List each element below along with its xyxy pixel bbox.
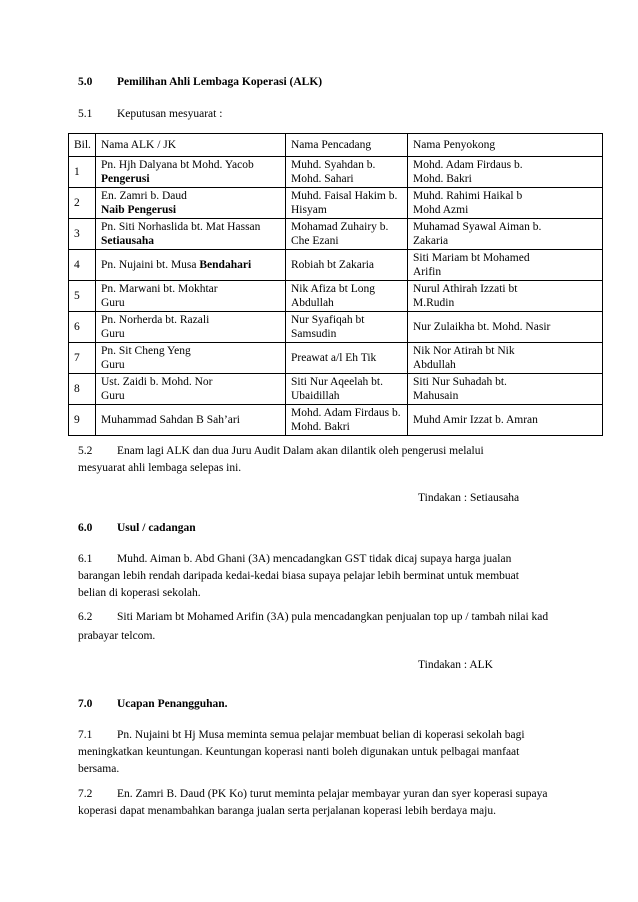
cell-bil: 8 [69,374,96,405]
cell-pencadang-l2: Ubaidillah [291,390,340,402]
cell-penyokong-l1: Mohd. Adam Firdaus b. [413,159,523,171]
cell-pencadang [286,250,408,281]
cell-bil: 7 [69,343,96,374]
cell-penyokong [408,219,603,250]
cell-penyokong [408,250,603,281]
cell-nama-role: Naib Pengerusi [101,204,177,216]
cell-penyokong [408,374,603,405]
paragraph-5-2-line2: mesyuarat ahli lembaga selepas ini. [78,462,242,474]
paragraph-5-2-line1: Enam lagi ALK dan dua Juru Audit Dalam akan dilantik oleh pengerusi melalui [117,445,484,457]
cell-penyokong [408,312,603,343]
paragraph-6-1-line3: belian di koperasi sekolah. [78,587,201,599]
cell-penyokong-l2: Mohd. Bakri [413,173,472,185]
cell-pencadang-l2: Mohd. Bakri [291,421,350,433]
table-row [69,405,603,436]
cell-penyokong-l1: Nurul Athirah Izzati bt [413,283,518,295]
paragraph-7-1-number: 7.1 [78,729,93,741]
section-5-title: Pemilihan Ahli Lembaga Koperasi (ALK) [117,76,323,88]
table-row [69,374,603,405]
cell-penyokong-l1: Nik Nor Atirah bt Nik [413,345,515,357]
header-nama-penyokong: Nama Penyokong [408,134,603,157]
section-7-number: 7.0 [78,698,93,710]
cell-penyokong-l2: Mohd Azmi [413,204,469,216]
table-row [69,219,603,250]
cell-nama-name: En. Zamri b. Daud [101,190,187,202]
section-7-title: Ucapan Penangguhan. [117,698,228,710]
section-5-number: 5.0 [78,76,93,88]
cell-nama [96,405,286,436]
cell-nama [96,374,286,405]
cell-nama-name: Pn. Nujaini bt. Musa [101,259,197,271]
cell-pencadang-l1: Preawat a/l Eh Tik [291,352,377,364]
cell-penyokong-l1: Nur Zulaikha bt. Mohd. Nasir [413,321,551,333]
table-row [69,312,603,343]
cell-nama-role: Guru [101,328,125,340]
cell-penyokong-l2: M.Rudin [413,297,455,309]
table-row [69,281,603,312]
cell-bil: 1 [69,157,96,188]
cell-nama-name: Ust. Zaidi b. Mohd. Nor [101,376,213,388]
cell-pencadang [286,281,408,312]
cell-nama-role: Guru [101,359,125,371]
cell-nama [96,157,286,188]
cell-pencadang [286,188,408,219]
subsection-5-1-text: Keputusan mesyuarat : [117,108,223,120]
cell-penyokong-l1: Muhd. Rahimi Haikal b [413,190,523,202]
cell-pencadang-l2: Che Ezani [291,235,339,247]
cell-pencadang-l1: Mohd. Adam Firdaus b. [291,407,401,419]
cell-pencadang [286,405,408,436]
paragraph-7-2-line1: En. Zamri B. Daud (PK Ko) turut meminta pelajar membayar yuran dan syer koperasi supaya [117,788,548,800]
cell-penyokong-l1: Muhd Amir Izzat b. Amran [413,414,538,426]
alk-table [68,133,603,436]
cell-nama-name: Muhammad Sahdan B Sah’ari [101,414,240,426]
cell-pencadang-l2: Mohd. Sahari [291,173,354,185]
cell-nama-role: Pengerusi [101,173,150,185]
cell-pencadang-l1: Robiah bt Zakaria [291,259,375,271]
cell-pencadang-l1: Muhd. Syahdan b. [291,159,376,171]
cell-penyokong [408,188,603,219]
paragraph-7-2-line2: koperasi dapat menambahkan baranga jualan serta perjalanan koperasi lebih berdaya maju. [78,805,496,817]
cell-pencadang [286,157,408,188]
paragraph-6-1-line2: barangan lebih rendah daripada kedai-kedai biasa supaya pelajar lebih berminat untuk membuat [78,570,519,582]
cell-pencadang-l2: Abdullah [291,297,334,309]
cell-penyokong [408,343,603,374]
cell-pencadang-l2: Samsudin [291,328,337,340]
header-nama-pencadang: Nama Pencadang [286,134,408,157]
paragraph-5-2-number: 5.2 [78,445,93,457]
paragraph-6-2-number: 6.2 [78,611,93,623]
cell-penyokong [408,281,603,312]
paragraph-7-2-number: 7.2 [78,788,93,800]
cell-nama [96,281,286,312]
cell-pencadang-l1: Mohamad Zuhairy b. [291,221,389,233]
cell-penyokong-l2: Zakaria [413,235,449,247]
cell-pencadang [286,219,408,250]
paragraph-6-2-line2: prabayar telcom. [78,630,156,642]
cell-penyokong-l2: Mahusain [413,390,459,402]
cell-nama [96,188,286,219]
table-row [69,343,603,374]
cell-nama [96,250,286,281]
cell-pencadang-l1: Muhd. Faisal Hakim b. [291,190,398,202]
cell-pencadang-l1: Siti Nur Aqeelah bt. [291,376,383,388]
cell-penyokong-l1: Muhamad Syawal Aiman b. [413,221,542,233]
cell-nama [96,343,286,374]
cell-penyokong [408,405,603,436]
cell-nama [96,219,286,250]
table-row [69,157,603,188]
cell-pencadang [286,312,408,343]
table-header-row [69,134,603,157]
section-6-number: 6.0 [78,522,93,534]
cell-nama-name: Pn. Marwani bt. Mokhtar [101,283,218,295]
cell-bil: 4 [69,250,96,281]
cell-nama-name: Pn. Sit Cheng Yeng [101,345,191,357]
cell-pencadang-l1: Nur Syafiqah bt [291,314,365,326]
cell-pencadang [286,374,408,405]
cell-penyokong-l2: Abdullah [413,359,456,371]
table-row [69,250,603,281]
cell-bil: 9 [69,405,96,436]
tindakan-alk: Tindakan : ALK [418,659,493,671]
cell-nama-name: Pn. Norherda bt. Razali [101,314,210,326]
cell-nama-role: Guru [101,297,125,309]
paragraph-7-1-line3: bersama. [78,763,120,775]
cell-bil: 3 [69,219,96,250]
paragraph-7-1-line1: Pn. Nujaini bt Hj Musa meminta semua pelajar membuat belian di koperasi sekolah bagi [117,729,525,741]
cell-pencadang [286,343,408,374]
paragraph-6-2-line1: Siti Mariam bt Mohamed Arifin (3A) pula mencadangkan penjualan top up / tambah nilai kad [117,611,549,623]
cell-bil: 6 [69,312,96,343]
tindakan-setiausaha: Tindakan : Setiausaha [418,492,520,504]
cell-penyokong-l2: Arifin [413,266,442,278]
cell-penyokong [408,157,603,188]
paragraph-7-1-line2: meningkatkan keuntungan. Keuntungan koperasi nanti boleh digunakan untuk pelbagai manfaat [78,746,520,758]
table-row [69,188,603,219]
cell-nama-role: Setiausaha [101,235,155,247]
subsection-5-1-number: 5.1 [78,108,93,120]
cell-nama [96,312,286,343]
cell-nama-name: Pn. Hjh Dalyana bt Mohd. Yacob [101,159,254,171]
cell-bil: 2 [69,188,96,219]
cell-penyokong-l1: Siti Mariam bt Mohamed [413,252,530,264]
paragraph-6-1-number: 6.1 [78,553,93,565]
header-nama-alk: Nama ALK / JK [96,134,286,157]
cell-nama-name: Pn. Siti Norhaslida bt. Mat Hassan [101,221,261,233]
header-bil: Bil. [69,134,96,157]
cell-bil: 5 [69,281,96,312]
section-6-title: Usul / cadangan [117,522,196,534]
cell-pencadang-l1: Nik Afiza bt Long [291,283,375,295]
cell-pencadang-l2: Hisyam [291,204,327,216]
cell-nama-role: Guru [101,390,125,402]
cell-penyokong-l1: Siti Nur Suhadah bt. [413,376,507,388]
cell-nama-role: Bendahari [199,259,252,271]
paragraph-6-1-line1: Muhd. Aiman b. Abd Ghani (3A) mencadangkan GST tidak dicaj supaya harga jualan [117,553,512,565]
